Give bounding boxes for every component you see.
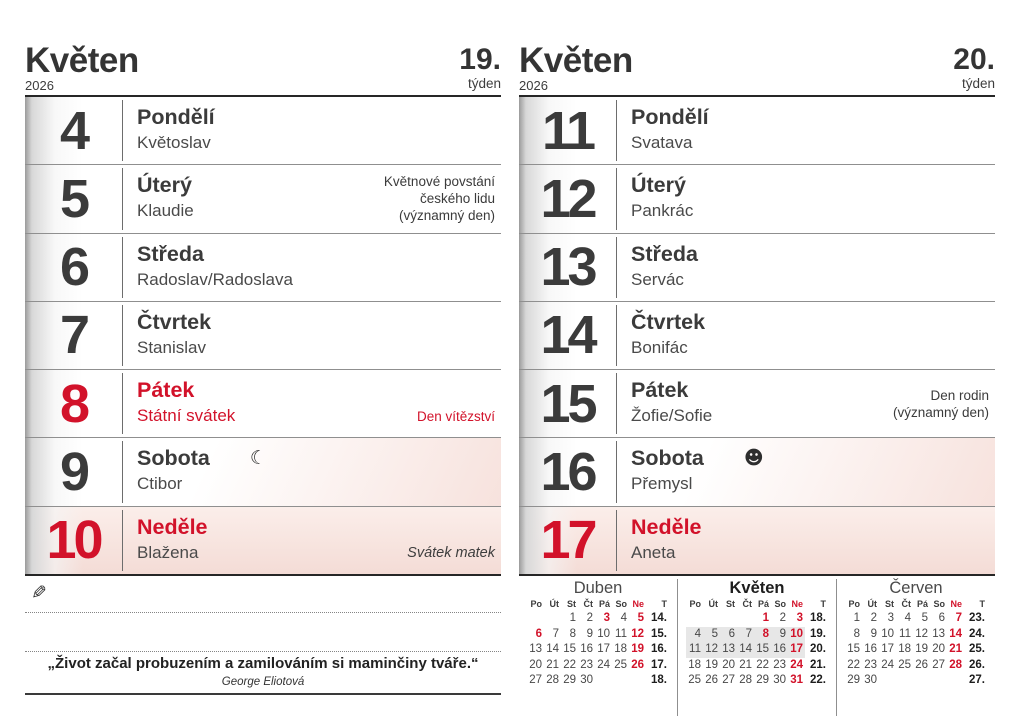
nameday-name: Blažena	[137, 542, 199, 562]
holiday-note	[417, 370, 501, 437]
mini-calendar-grid	[527, 599, 669, 689]
mini-calendar-title: Květen	[729, 579, 785, 597]
minical-day: 13	[529, 643, 542, 656]
minical-day: 18	[898, 643, 911, 656]
minical-weekday-header: Út	[867, 599, 877, 609]
minical-day: 12	[631, 627, 644, 640]
day-number: 12	[519, 165, 616, 232]
minical-day: 19	[915, 643, 928, 656]
minical-day: 12	[915, 627, 928, 640]
day-name	[631, 446, 764, 470]
minical-day	[686, 611, 703, 627]
minical-day	[629, 673, 646, 689]
nameday-name: Bonifác	[631, 337, 688, 357]
minical-day: 25	[614, 658, 627, 671]
note-line: (významný den)	[398, 208, 495, 224]
nameday-name: Ctibor	[137, 474, 183, 494]
minical-week-number: 27.	[969, 674, 985, 687]
day-number: 15	[519, 370, 616, 437]
day-info	[616, 507, 702, 574]
minical-day	[544, 611, 561, 627]
nameday-name: Radoslav/Radoslava	[137, 269, 293, 289]
minical-day: 24	[790, 658, 803, 671]
day-info	[122, 438, 267, 505]
significant-day-note	[384, 165, 501, 232]
note-line: Svátek matek	[407, 544, 495, 561]
minical-day: 24	[881, 658, 894, 671]
week-word: týden	[467, 76, 501, 91]
minical-day: 5	[921, 612, 928, 625]
minical-day: 25	[898, 658, 911, 671]
bottom-rule	[25, 693, 501, 695]
minical-day: 7	[552, 627, 559, 640]
minical-weekday-header: Po	[689, 599, 701, 609]
day-name: Středa	[137, 241, 204, 266]
minical-day: 26	[631, 658, 644, 671]
week-number: 20.	[953, 43, 995, 76]
minical-week-number: 20.	[810, 643, 826, 656]
minical-day: 19	[631, 643, 644, 656]
minical-day: 14	[737, 642, 754, 658]
day-number: 5	[25, 165, 122, 232]
page-header	[25, 41, 501, 97]
minical-weekday-header: So	[615, 599, 627, 609]
minical-day: 4	[620, 612, 627, 625]
minical-day: 4	[686, 627, 703, 643]
minical-day: 6	[535, 627, 542, 640]
minical-day: 30	[864, 674, 877, 687]
day-row-thursday	[519, 302, 995, 370]
month-title: Květen	[519, 41, 633, 80]
day-name: Čtvrtek	[137, 309, 212, 334]
minical-day: 28	[739, 674, 752, 687]
minical-day: 23	[864, 658, 877, 671]
minical-day: 2	[870, 612, 877, 625]
minical-week-number: 15.	[651, 627, 667, 640]
column-divider	[122, 100, 123, 161]
mini-calendar-title: Duben	[573, 579, 623, 597]
day-info	[122, 97, 215, 164]
note-line: českého lidu	[419, 191, 495, 207]
minical-day	[595, 673, 612, 689]
day-info	[122, 370, 235, 437]
mini-calendar-grid	[686, 599, 828, 689]
day-row-monday	[25, 97, 501, 165]
mini-calendar-title: Červen	[889, 579, 943, 597]
minical-day: 30	[773, 674, 786, 687]
minical-day: 17	[597, 643, 610, 656]
day-row-saturday	[519, 438, 995, 506]
page-header	[519, 41, 995, 97]
minical-day: 13	[932, 627, 945, 640]
last-quarter-moon-icon: ☾	[249, 447, 267, 470]
day-number: 4	[25, 97, 122, 164]
day-info	[616, 438, 764, 505]
minical-week-number: 22.	[810, 674, 826, 687]
week-number: 19.	[459, 43, 501, 76]
column-divider	[616, 510, 617, 571]
day-number: 17	[519, 507, 616, 574]
minical-day: 26	[915, 658, 928, 671]
minical-weekday-header: St	[885, 599, 894, 609]
minical-day	[913, 673, 930, 689]
minical-day: 15	[754, 642, 771, 658]
minical-day: 20	[529, 658, 542, 671]
minical-weekday-header: Čt	[583, 599, 593, 609]
minical-day: 11	[899, 627, 911, 640]
day-info	[122, 507, 208, 574]
minical-day: 9	[870, 627, 877, 640]
minical-weekday-header: So	[933, 599, 945, 609]
day-row-tuesday	[25, 165, 501, 233]
minical-day: 19	[705, 658, 718, 671]
day-rows	[519, 97, 995, 576]
day-info	[616, 97, 709, 164]
nameday-name: Pankrác	[631, 201, 694, 221]
calendar-page-week-20	[519, 41, 995, 716]
significant-day-note	[893, 370, 995, 437]
minical-weekday-header: Čt	[901, 599, 911, 609]
minical-day: 13	[720, 642, 737, 658]
mini-calendar-april	[519, 579, 677, 716]
day-number: 14	[519, 302, 616, 369]
day-row-saturday	[25, 438, 501, 506]
day-row-monday	[519, 97, 995, 165]
holiday-label: Státní svátek	[137, 406, 236, 426]
minical-weekday-header: Út	[549, 599, 559, 609]
note-line: Den vítězství	[416, 409, 495, 425]
minical-week-number: 21.	[810, 658, 826, 671]
minical-day: 6	[720, 627, 737, 643]
day-number: 16	[519, 438, 616, 505]
minical-day	[703, 611, 720, 627]
minical-week-number: 16.	[651, 643, 667, 656]
minical-day: 8	[754, 627, 771, 643]
minical-day: 5	[637, 612, 644, 625]
note-line: (významný den)	[892, 404, 989, 420]
minical-day: 23	[773, 658, 786, 671]
quote-author: George Eliotová	[221, 676, 305, 688]
day-number: 10	[25, 507, 122, 574]
day-number: 8	[25, 370, 122, 437]
day-row-wednesday	[25, 234, 501, 302]
minical-day: 10	[788, 627, 805, 643]
month-year	[25, 41, 501, 93]
minical-day: 16	[864, 643, 877, 656]
minical-day: 14	[949, 627, 962, 640]
minical-day: 29	[756, 674, 769, 687]
minical-week-number: 18.	[651, 674, 667, 687]
nameday-name: Servác	[631, 269, 684, 289]
minical-week-number: 23.	[969, 612, 985, 625]
minical-day	[879, 673, 896, 689]
minical-weekday-header: Po	[848, 599, 860, 609]
minical-day: 18	[688, 658, 701, 671]
minical-day: 6	[938, 612, 945, 625]
day-info	[122, 302, 211, 369]
column-divider	[122, 237, 123, 298]
column-divider	[616, 305, 617, 366]
minical-day: 7	[955, 612, 962, 625]
minical-day: 27	[932, 658, 945, 671]
day-number: 13	[519, 234, 616, 301]
minical-weekday-header: Pá	[916, 599, 928, 609]
day-name	[137, 446, 267, 470]
minical-day: 14	[546, 643, 559, 656]
column-divider	[616, 441, 617, 502]
day-row-thursday	[25, 302, 501, 370]
minical-day: 29	[847, 674, 860, 687]
minical-day: 9	[586, 627, 593, 640]
note-line: Květnové povstání	[383, 174, 495, 190]
minical-day: 2	[586, 612, 593, 625]
day-number: 6	[25, 234, 122, 301]
minical-weekday-header: So	[774, 599, 786, 609]
day-info	[122, 234, 293, 301]
minical-day	[896, 673, 913, 689]
minical-day: 21	[739, 658, 752, 671]
mini-calendars	[519, 576, 995, 716]
minical-day: 20	[722, 658, 735, 671]
minical-day	[930, 673, 947, 689]
minical-weekday-header: Ne	[950, 599, 962, 609]
day-name: Pondělí	[631, 105, 709, 129]
day-name: Úterý	[631, 173, 686, 198]
week-word: týden	[961, 76, 995, 91]
minical-weekday-header: Pá	[757, 599, 769, 609]
minical-week-number: 19.	[810, 627, 826, 640]
day-row-tuesday	[519, 165, 995, 233]
minical-day: 5	[703, 627, 720, 643]
minical-day: 23	[580, 658, 593, 671]
nameday-name: Žofie/Sofie	[631, 406, 713, 426]
column-divider	[616, 237, 617, 298]
minical-day: 26	[705, 674, 718, 687]
day-name: Úterý	[137, 173, 192, 198]
day-name: Pátek	[631, 378, 689, 403]
minical-day: 21	[949, 643, 962, 656]
minical-day: 15	[563, 643, 576, 656]
month-year	[519, 41, 995, 93]
mini-calendar-may	[677, 579, 836, 716]
week-block	[953, 44, 995, 91]
minical-weekday-header: Út	[708, 599, 718, 609]
nameday-name: Stanislav	[137, 337, 206, 357]
day-row-wednesday	[519, 234, 995, 302]
minical-day: 28	[949, 658, 962, 671]
minical-weekday-header: Pá	[598, 599, 610, 609]
day-name: Čtvrtek	[631, 309, 706, 334]
note-line: Den rodin	[930, 387, 989, 403]
day-name: Středa	[631, 241, 698, 266]
minical-weekday-header: T	[979, 599, 985, 609]
minical-day: 3	[603, 612, 610, 625]
minical-day: 1	[569, 612, 576, 625]
minical-day: 3	[796, 612, 803, 625]
minical-day: 20	[932, 643, 945, 656]
mothers-day-note	[407, 507, 501, 574]
week-block	[459, 44, 501, 91]
nameday-name: Přemysl	[631, 474, 693, 494]
minical-day: 12	[703, 642, 720, 658]
day-rows	[25, 97, 501, 576]
minical-day: 11	[686, 642, 703, 658]
minical-day: 1	[762, 612, 769, 625]
column-divider	[122, 373, 123, 434]
minical-day: 22	[847, 658, 860, 671]
column-divider	[122, 168, 123, 229]
minical-day: 15	[847, 643, 860, 656]
day-row-sunday	[519, 507, 995, 576]
minical-day: 21	[546, 658, 559, 671]
minical-day: 30	[580, 674, 593, 687]
day-info	[616, 370, 712, 437]
minical-day: 10	[881, 627, 894, 640]
nameday-name: Aneta	[631, 542, 676, 562]
minical-day: 9	[771, 627, 788, 643]
minical-day: 4	[904, 612, 911, 625]
minical-day: 25	[688, 674, 701, 687]
minical-day: 2	[779, 612, 786, 625]
minical-day: 16	[771, 642, 788, 658]
minical-day: 17	[881, 643, 894, 656]
minical-weekday-header: Čt	[742, 599, 752, 609]
day-info	[616, 302, 705, 369]
minical-week-number: 17.	[651, 658, 667, 671]
mini-calendar-june	[836, 579, 995, 716]
minical-day: 10	[597, 627, 610, 640]
minical-week-number: 14.	[651, 612, 667, 625]
minical-day	[612, 673, 629, 689]
minical-day: 3	[887, 612, 894, 625]
minical-day: 7	[737, 627, 754, 643]
minical-week-number: 26.	[969, 658, 985, 671]
minical-day: 28	[546, 674, 559, 687]
day-number: 11	[519, 97, 616, 164]
day-row-friday-holiday	[25, 370, 501, 438]
note-ruled-line	[25, 612, 501, 613]
minical-day: 29	[563, 674, 576, 687]
calendar-page-week-19	[25, 41, 501, 716]
day-name: Neděle	[137, 514, 208, 539]
minical-day: 8	[853, 627, 860, 640]
minical-weekday-header: St	[726, 599, 735, 609]
minical-weekday-header: St	[567, 599, 576, 609]
column-divider	[616, 168, 617, 229]
day-number: 7	[25, 302, 122, 369]
minical-week-number: 25.	[969, 643, 985, 656]
day-row-sunday	[25, 507, 501, 576]
minical-day	[720, 611, 737, 627]
minical-day: 31	[790, 674, 803, 687]
new-moon-face-icon: ☻	[743, 447, 764, 470]
minical-day: 11	[615, 627, 627, 640]
minical-weekday-header: T	[820, 599, 826, 609]
year-label: 2026	[25, 78, 54, 93]
column-divider	[616, 100, 617, 161]
column-divider	[616, 373, 617, 434]
day-row-friday	[519, 370, 995, 438]
minical-day: 22	[756, 658, 769, 671]
day-info	[616, 234, 698, 301]
minical-day: 17	[788, 642, 805, 658]
minical-day: 16	[580, 643, 593, 656]
pencil-icon: ✎	[31, 582, 47, 604]
column-divider	[122, 441, 123, 502]
minical-day	[947, 673, 964, 689]
day-info	[122, 165, 194, 232]
minical-day: 27	[529, 674, 542, 687]
minical-weekday-header: Ne	[791, 599, 803, 609]
minical-day: 27	[722, 674, 735, 687]
minical-day: 22	[563, 658, 576, 671]
day-number: 9	[25, 438, 122, 505]
day-name: Pondělí	[137, 105, 215, 129]
nameday-name: Květoslav	[137, 133, 211, 152]
column-divider	[122, 305, 123, 366]
minical-weekday-header: T	[661, 599, 667, 609]
year-label: 2026	[519, 78, 548, 93]
day-name-label: Sobota	[137, 446, 210, 471]
minical-weekday-header: Ne	[632, 599, 644, 609]
note-ruled-line	[25, 651, 501, 652]
month-title: Květen	[25, 41, 139, 80]
minical-weekday-header: Po	[530, 599, 542, 609]
minical-day: 1	[853, 612, 860, 625]
notes-area	[25, 576, 501, 716]
minical-day: 18	[614, 643, 627, 656]
minical-day	[737, 611, 754, 627]
minical-week-number: 18.	[810, 612, 826, 625]
minical-day: 8	[569, 627, 576, 640]
day-info	[616, 165, 693, 232]
minical-day	[527, 611, 544, 627]
day-name: Neděle	[631, 514, 702, 539]
minical-day: 24	[597, 658, 610, 671]
quote-text: „Život začal probuzením a zamilováním si maminčiny tváře.“	[47, 655, 479, 672]
column-divider	[122, 510, 123, 571]
day-name-label: Sobota	[631, 446, 704, 471]
nameday-name: Klaudie	[137, 201, 194, 221]
minical-week-number: 24.	[969, 627, 985, 640]
nameday-name: Svatava	[631, 133, 693, 152]
mini-calendar-grid	[845, 599, 987, 689]
day-name: Pátek	[137, 378, 195, 403]
